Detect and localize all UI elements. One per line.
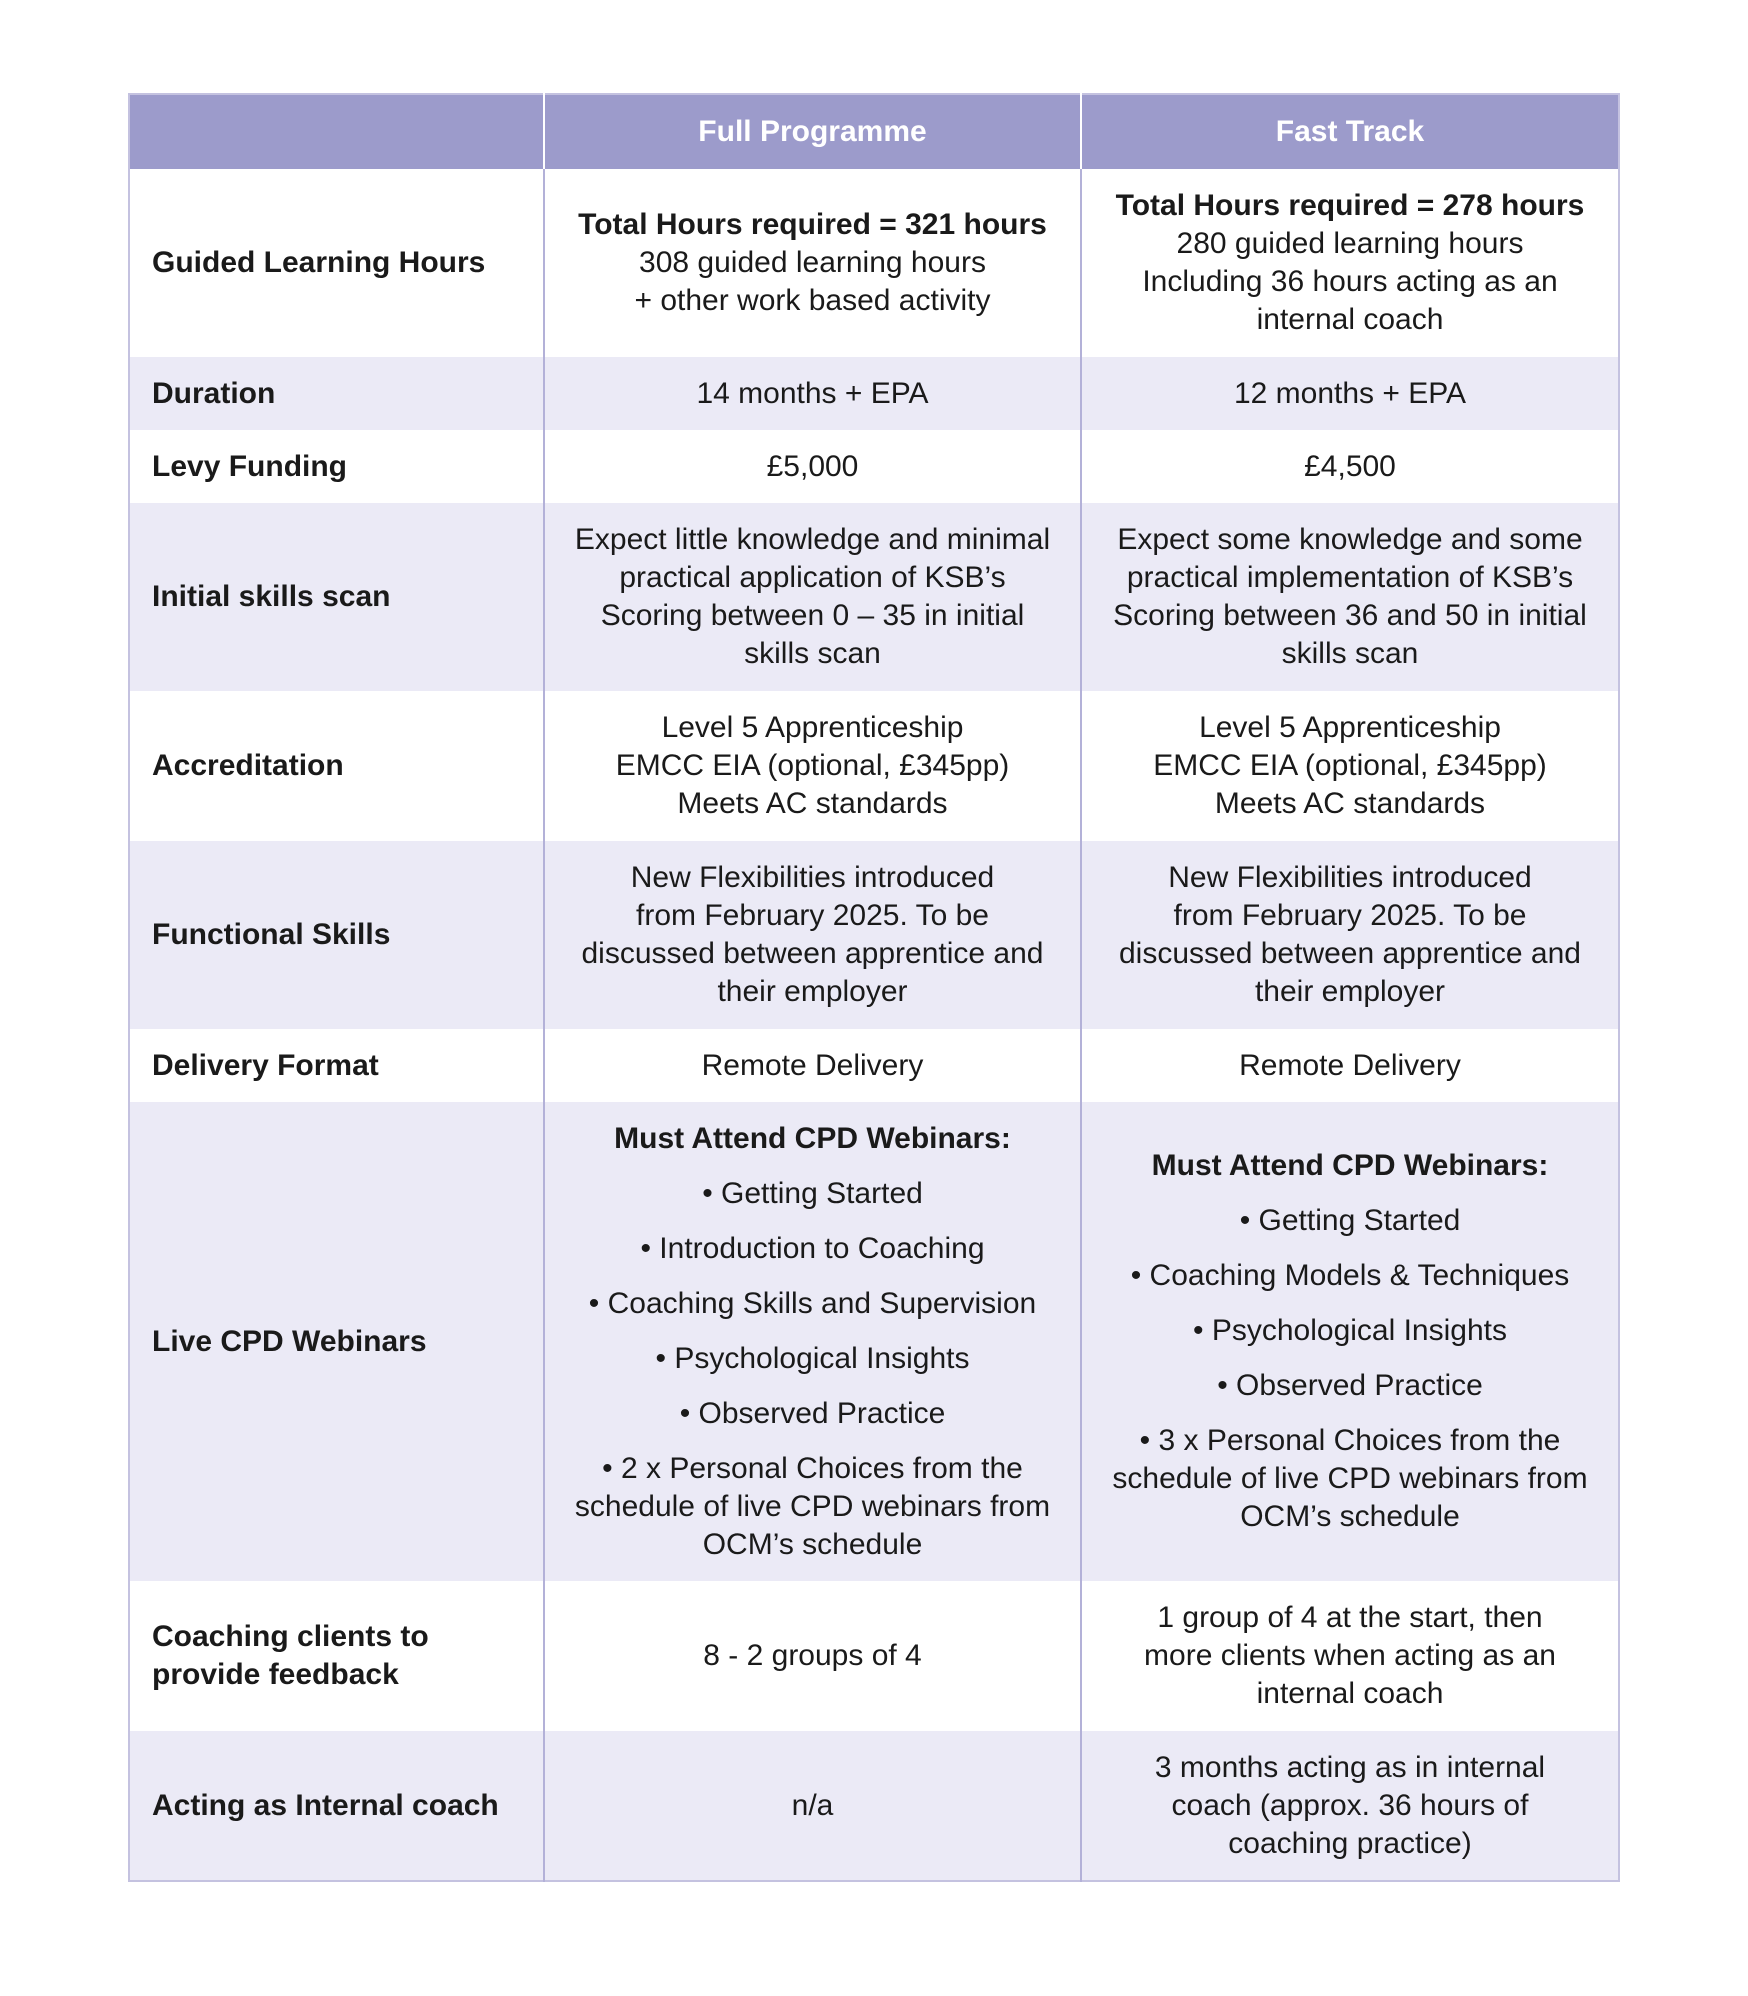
- cell-full: £5,000: [544, 430, 1081, 503]
- row-guided-learning-hours: [129, 169, 1619, 357]
- text-line: skills scan: [1281, 637, 1419, 670]
- cell-fast: 12 months + EPA: [1081, 357, 1619, 430]
- cell-fast: [1081, 1581, 1619, 1731]
- fast-webinars-title: Must Attend CPD Webinars:: [1151, 1149, 1549, 1182]
- row-label: Initial skills scan: [129, 503, 544, 691]
- full-webinar-item: • Getting Started: [702, 1176, 923, 1210]
- cell-full: [544, 169, 1081, 357]
- text-line: • 3 x Personal Choices from the: [1139, 1424, 1561, 1457]
- row-acting-internal-coach: [129, 1731, 1619, 1881]
- text-line: skills scan: [744, 637, 881, 670]
- row-label: Duration: [129, 357, 544, 430]
- label-line: Coaching clients to: [152, 1620, 429, 1653]
- text-line: practical implementation of KSB’s: [1126, 561, 1574, 594]
- header-empty-cell: [129, 94, 544, 169]
- cell-full: 8 - 2 groups of 4: [544, 1581, 1081, 1731]
- fast-internal-coach: internal coach: [1256, 303, 1444, 336]
- text-line: Level 5 Apprenticeship: [1199, 711, 1501, 744]
- full-webinar-item: • Psychological Insights: [655, 1341, 970, 1375]
- row-initial-skills-scan: [129, 503, 1619, 691]
- row-duration: [129, 357, 1619, 430]
- row-label: Delivery Format: [129, 1029, 544, 1102]
- row-label: Live CPD Webinars: [129, 1102, 544, 1581]
- text-line: 1 group of 4 at the start, then: [1157, 1601, 1543, 1634]
- cell-fast: [1081, 169, 1619, 357]
- full-webinars-title: Must Attend CPD Webinars:: [614, 1121, 1011, 1155]
- header-fast-track: Fast Track: [1081, 94, 1619, 169]
- text-line: internal coach: [1256, 1677, 1444, 1710]
- fast-webinar-personal-choice: [1094, 1422, 1606, 1536]
- cell-fast: Remote Delivery: [1081, 1029, 1619, 1102]
- cell-fast: [1081, 691, 1619, 841]
- text-line: schedule of live CPD webinars from: [1112, 1462, 1588, 1495]
- comparison-table: [128, 93, 1620, 1882]
- row-label: Guided Learning Hours: [129, 169, 544, 357]
- text-line: EMCC EIA (optional, £345pp): [615, 749, 1010, 782]
- text-line: Scoring between 0 – 35 in initial: [600, 599, 1025, 632]
- text-line: Expect some knowledge and some: [1117, 523, 1583, 556]
- row-label: Functional Skills: [129, 841, 544, 1029]
- text-line: New Flexibilities introduced: [1168, 861, 1532, 894]
- text-line: Meets AC standards: [677, 787, 948, 820]
- text-line: from February 2025. To be: [636, 899, 989, 932]
- text-line: their employer: [1254, 975, 1446, 1008]
- text-line: more clients when acting as an: [1144, 1639, 1556, 1672]
- cell-full: [544, 1102, 1081, 1581]
- text-line: coaching practice): [1228, 1826, 1472, 1860]
- text-line: schedule of live CPD webinars from: [574, 1489, 1051, 1523]
- header-row: [129, 94, 1619, 169]
- fast-webinar-item: • Observed Practice: [1217, 1369, 1483, 1402]
- fast-webinar-item: • Psychological Insights: [1193, 1314, 1507, 1347]
- fast-including-line: Including 36 hours acting as an: [1142, 265, 1558, 298]
- text-line: 3 months acting as in internal: [1154, 1750, 1546, 1784]
- cell-full: [544, 691, 1081, 841]
- fast-guided-hours: 280 guided learning hours: [1176, 227, 1524, 260]
- row-label: [129, 1581, 544, 1731]
- text-line: EMCC EIA (optional, £345pp): [1153, 749, 1547, 782]
- full-webinar-item: • Introduction to Coaching: [640, 1231, 985, 1265]
- cell-full: [544, 503, 1081, 691]
- label-line: provide feedback: [152, 1658, 399, 1691]
- text-line: Expect little knowledge and minimal: [574, 523, 1051, 556]
- text-line: New Flexibilities introduced: [630, 861, 995, 894]
- row-delivery-format: [129, 1029, 1619, 1102]
- text-line: from February 2025. To be: [1173, 899, 1527, 932]
- cell-fast: [1081, 503, 1619, 691]
- full-other-activity: + other work based activity: [634, 284, 991, 317]
- cell-full: Remote Delivery: [544, 1029, 1081, 1102]
- text-line: discussed between apprentice and: [581, 937, 1044, 970]
- cell-fast: [1081, 841, 1619, 1029]
- row-live-cpd-webinars: [129, 1102, 1619, 1581]
- cell-fast: £4,500: [1081, 430, 1619, 503]
- text-line: Scoring between 36 and 50 in initial: [1113, 599, 1587, 632]
- cell-fast: [1081, 1731, 1619, 1881]
- text-line: Level 5 Apprenticeship: [661, 711, 964, 744]
- row-label: Acting as Internal coach: [129, 1731, 544, 1881]
- cell-full: [544, 841, 1081, 1029]
- full-webinar-item: • Observed Practice: [679, 1396, 946, 1430]
- text-line: • 2 x Personal Choices from the: [602, 1451, 1023, 1485]
- header-full-programme: Full Programme: [544, 94, 1081, 169]
- text-line: practical application of KSB’s: [619, 561, 1006, 594]
- fast-webinar-item: • Coaching Models & Techniques: [1130, 1259, 1570, 1292]
- full-webinar-personal-choice: [557, 1450, 1068, 1564]
- full-guided-hours: 308 guided learning hours: [639, 246, 986, 279]
- text-line: Meets AC standards: [1214, 787, 1486, 820]
- cell-fast: [1081, 1102, 1619, 1581]
- fast-total-hours: Total Hours required = 278 hours: [1115, 189, 1585, 222]
- row-label: Accreditation: [129, 691, 544, 841]
- text-line: their employer: [717, 975, 908, 1008]
- full-webinar-item: • Coaching Skills and Supervision: [588, 1286, 1037, 1320]
- cell-full: 14 months + EPA: [544, 357, 1081, 430]
- row-accreditation: [129, 691, 1619, 841]
- fast-webinar-item: • Getting Started: [1239, 1204, 1461, 1237]
- text-line: discussed between apprentice and: [1119, 937, 1581, 970]
- text-line: OCM’s schedule: [1240, 1500, 1460, 1533]
- row-functional-skills: [129, 841, 1619, 1029]
- cell-full: n/a: [544, 1731, 1081, 1881]
- row-coaching-clients: [129, 1581, 1619, 1731]
- row-label: Levy Funding: [129, 430, 544, 503]
- text-line: OCM’s schedule: [702, 1527, 923, 1561]
- text-line: coach (approx. 36 hours of: [1171, 1788, 1529, 1822]
- full-total-hours: Total Hours required = 321 hours: [578, 208, 1047, 241]
- row-levy-funding: [129, 430, 1619, 503]
